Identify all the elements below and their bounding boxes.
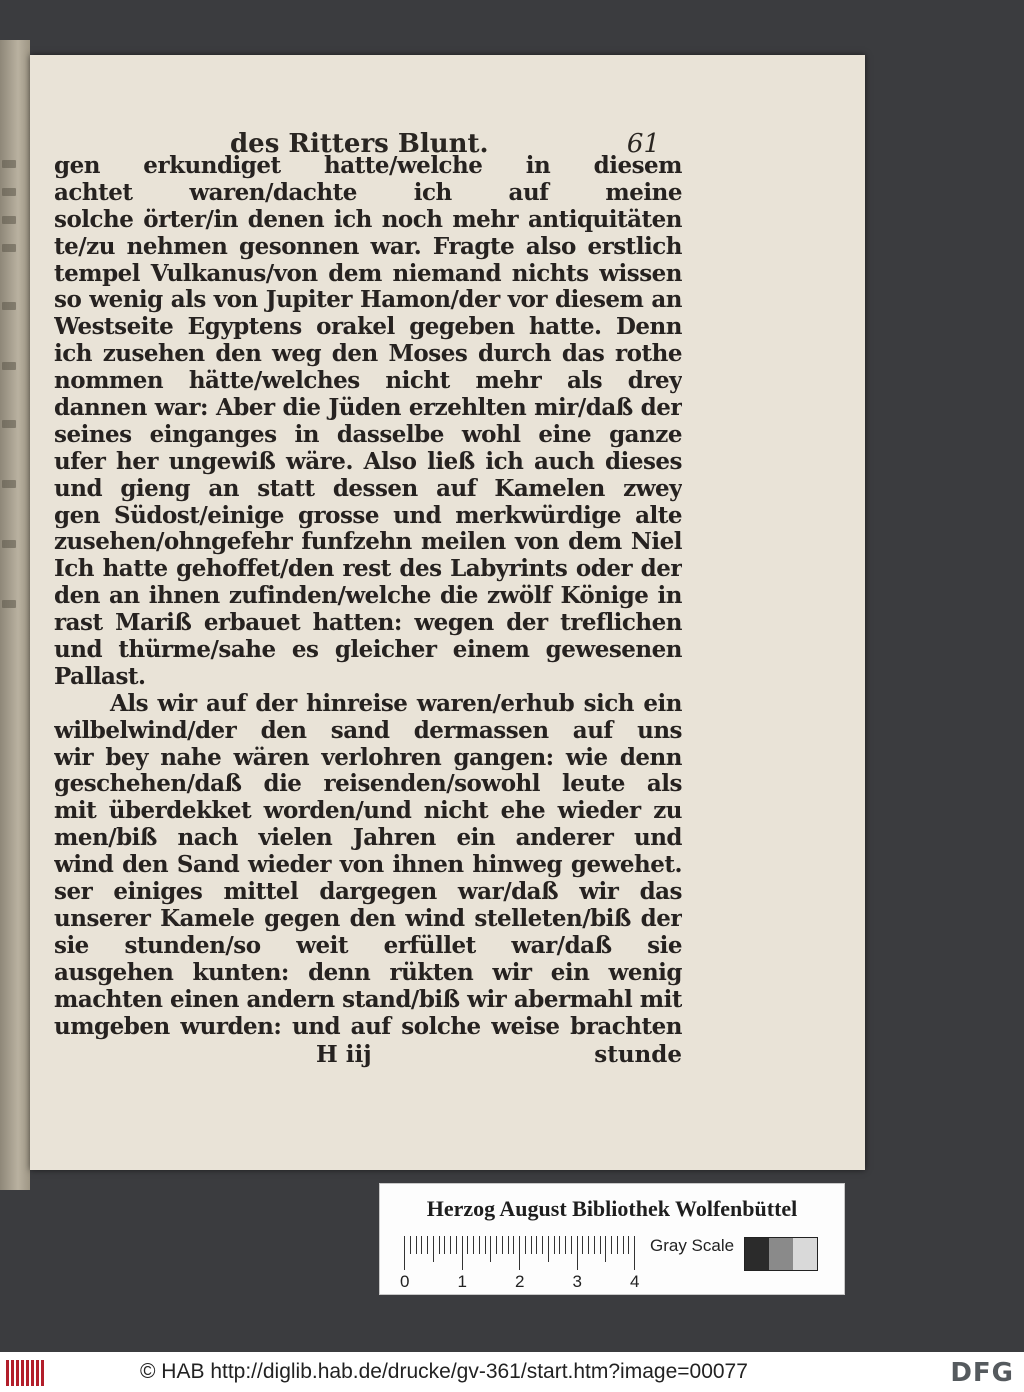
ruler-tick (611, 1236, 612, 1254)
facing-page-edge (0, 40, 30, 1190)
text-line: so wenig als von Jupiter Hamon/der vor diesem an (54, 287, 682, 314)
body-text (54, 153, 682, 1040)
ruler-tick (548, 1236, 549, 1262)
ruler-tick (496, 1236, 497, 1254)
gray-swatch (793, 1238, 817, 1270)
gray-swatch (769, 1238, 793, 1270)
ruler-tick (467, 1236, 468, 1254)
ruler-tick (600, 1236, 601, 1254)
ruler-label: 1 (457, 1272, 467, 1291)
ruler-tick (450, 1236, 451, 1254)
colour-reference-card (379, 1183, 845, 1295)
ruler-tick (536, 1236, 537, 1254)
ruler-tick (485, 1236, 486, 1254)
ruler-tick (519, 1236, 520, 1270)
ruler-tick (490, 1236, 491, 1262)
ruler-tick (462, 1236, 463, 1270)
ruler-tick (410, 1236, 411, 1254)
ruler-tick (582, 1236, 583, 1254)
text-line: und gieng an statt dessen auf Kamelen zwey (54, 475, 682, 502)
ruler-tick (542, 1236, 543, 1254)
copyright-url[interactable]: © HAB http://diglib.hab.de/drucke/gv-361/start.htm?image=00077 (140, 1360, 748, 1383)
gray-swatch (745, 1238, 769, 1270)
page-footer (54, 1041, 682, 1071)
ruler-tick (421, 1236, 422, 1254)
ruler-tick (594, 1236, 595, 1254)
ruler-tick (416, 1236, 417, 1254)
signature-mark: H iij (316, 1041, 372, 1068)
status-bar (0, 1352, 1024, 1392)
text-line: achtet waren/dachte ich auf meine (54, 179, 682, 206)
text-line: rast Mariß erbauet hatten: wegen der treflichen (54, 610, 682, 637)
ruler-tick (444, 1236, 445, 1254)
gray-scale-swatches (744, 1237, 818, 1271)
ruler-tick (404, 1236, 405, 1270)
text-line: ich zusehen den weg den Moses durch das rothe (54, 341, 682, 368)
text-line: gen Südost/einige grosse und merkwürdige alte (54, 502, 682, 529)
catchword: stunde (594, 1041, 682, 1068)
ruler-label: 4 (630, 1272, 640, 1291)
text-line: te/zu nehmen gesonnen war. Fragte also erstlich (54, 233, 682, 260)
text-line: dannen war: Aber die Jüden erzehlten mir/daß der (54, 395, 682, 422)
text-line: gen erkundiget hatte/welche in diesem (54, 153, 682, 179)
ruler-tick (588, 1236, 589, 1254)
ruler-tick (508, 1236, 509, 1254)
ruler-label: 3 (572, 1272, 582, 1291)
ruler-tick (565, 1236, 566, 1254)
text-line: seines einganges in dasselbe wohl eine ganze (54, 421, 682, 448)
text-line: sie stunden/so weit erfüllet war/daß sie (54, 932, 682, 959)
text-line: Als wir auf der hinreise waren/erhub sich ein (110, 690, 682, 717)
text-line: ausgehen kunten: denn rükten wir ein wenig (54, 959, 682, 986)
ruler-tick (559, 1236, 560, 1254)
text-line: den an ihnen zufinden/welche die zwölf Könige in (54, 583, 682, 610)
running-title: des Ritters Blunt. (230, 129, 489, 159)
text-line: unserer Kamele gegen den wind stelleten/biß der (54, 905, 682, 932)
text-line: wind den Sand wieder von ihnen hinweg gewehet. (54, 852, 682, 879)
ruler-tick (617, 1236, 618, 1254)
text-line: wilbelwind/der den sand dermassen auf uns (54, 717, 682, 744)
ruler-tick (531, 1236, 532, 1254)
ruler-label: 0 (400, 1272, 410, 1291)
text-line: wir bey nahe wären verlohren gangen: wie denn (54, 744, 682, 771)
book-page (30, 55, 865, 1170)
text-line: ufer her ungewiß wäre. Also ließ ich auch dieses (54, 448, 682, 475)
ruler-tick (525, 1236, 526, 1254)
ruler-tick (628, 1236, 629, 1254)
ruler-tick (427, 1236, 428, 1254)
text-line: Ich hatte gehoffet/den rest des Labyrints oder der (54, 556, 682, 583)
ruler-tick (605, 1236, 606, 1262)
ruler-tick (479, 1236, 480, 1254)
ruler-label: 2 (515, 1272, 525, 1291)
scale-ruler (400, 1236, 644, 1291)
ruler-tick (456, 1236, 457, 1254)
ruler-tick (571, 1236, 572, 1254)
gray-scale-label: Gray Scale (650, 1236, 735, 1255)
text-line: und thürme/sahe es gleicher einem gewesenen (54, 637, 682, 664)
text-line: umgeben wurden: und auf solche weise brachten (54, 1013, 682, 1040)
hab-logo-icon (6, 1360, 48, 1386)
ruler-tick (502, 1236, 503, 1254)
page-number: 61 (626, 129, 660, 159)
text-line: machten einen andern stand/biß wir abermahl mit (54, 986, 682, 1013)
dfg-logo: DFG (950, 1358, 1014, 1388)
text-line: tempel Vulkanus/von dem niemand nichts wissen (54, 260, 682, 287)
ruler-tick (439, 1236, 440, 1254)
ruler-tick (554, 1236, 555, 1254)
text-line: geschehen/daß die reisenden/sowohl leute als (54, 771, 682, 798)
text-line: ser einiges mittel dargegen war/daß wir das (54, 879, 682, 906)
ruler-tick (433, 1236, 434, 1262)
ruler-tick (623, 1236, 624, 1254)
text-line: men/biß nach vielen Jahren ein anderer und (54, 825, 682, 852)
ruler-tick (577, 1236, 578, 1270)
text-line: zusehen/ohngefehr funfzehn meilen von dem Niel (54, 529, 682, 556)
ruler-tick (513, 1236, 514, 1254)
text-line: Pallast. (54, 663, 146, 690)
text-line: mit überdekket worden/und nicht ehe wieder zu (54, 798, 682, 825)
text-line: solche örter/in denen ich noch mehr antiquitäten (54, 206, 682, 233)
ruler-tick (473, 1236, 474, 1254)
library-name: Herzog August Bibliothek Wolfenbüttel (426, 1196, 798, 1221)
text-line: nommen hätte/welches nicht mehr als drey (54, 368, 682, 395)
text-line: Westseite Egyptens orakel gegeben hatte. Denn (54, 314, 682, 341)
ruler-tick (634, 1236, 635, 1270)
